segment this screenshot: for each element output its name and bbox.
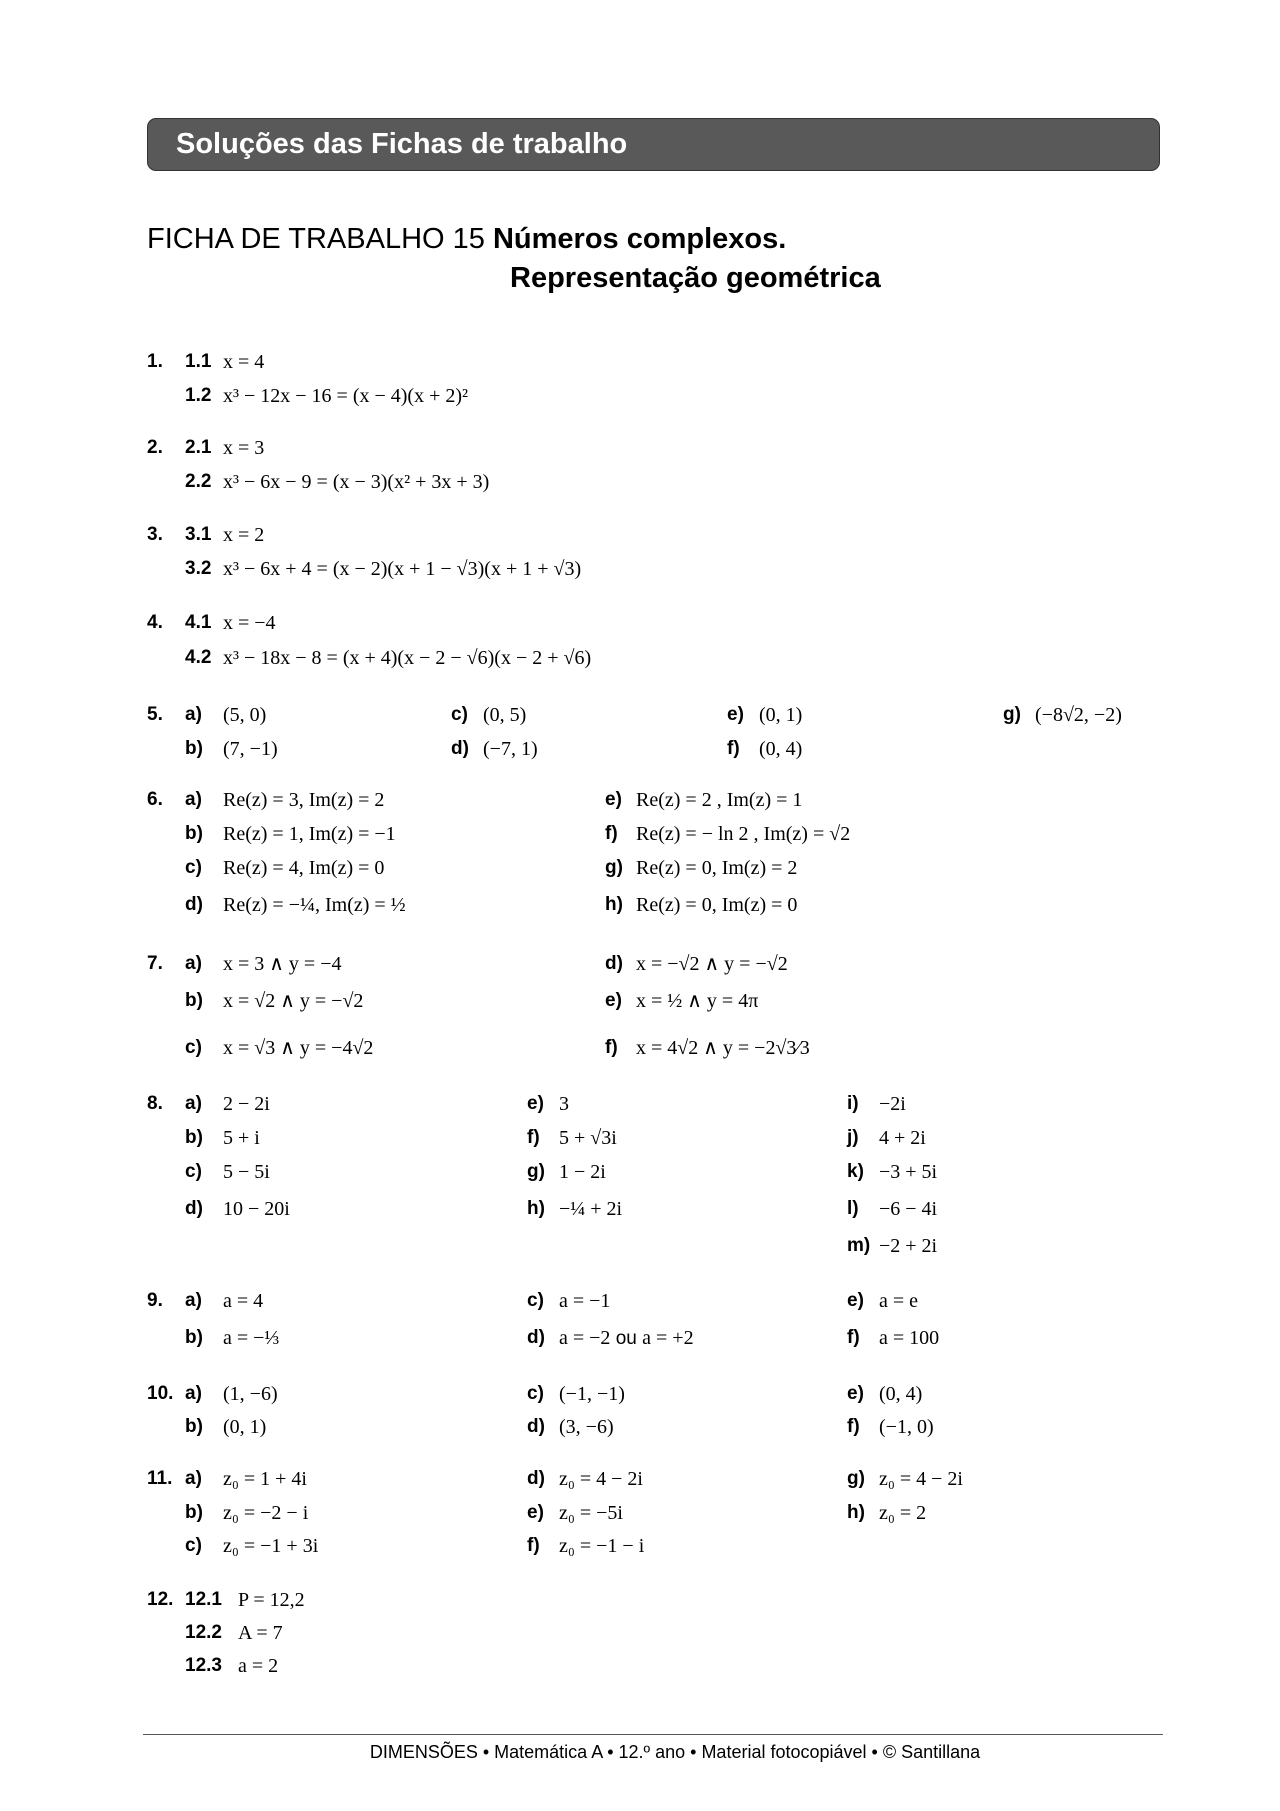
item-label: c) <box>185 1037 202 1058</box>
item-label: 12.1 <box>185 1589 222 1610</box>
exercise-number: 9. <box>147 1290 163 1311</box>
exercise-12-row-1 <box>0 1583 1280 1617</box>
item-value: (5, 0) <box>223 704 267 726</box>
exercise-10-row-1 <box>0 1377 1280 1411</box>
item-value: x³ − 18x − 8 = (x + 4)(x − 2 − √6)(x − 2 + √6) <box>223 647 592 669</box>
item-label: l) <box>847 1198 859 1219</box>
item-value: x³ − 6x − 9 = (x − 3)(x² + 3x + 3) <box>223 471 490 493</box>
exercise-11-row-3 <box>0 1529 1280 1563</box>
exercise-8-row-3 <box>0 1155 1280 1189</box>
item-label: e) <box>847 1290 864 1311</box>
ficha-lead: FICHA DE TRABALHO 15 <box>147 223 493 255</box>
item-label: f) <box>847 1327 860 1348</box>
exercise-number: 5. <box>147 704 163 725</box>
item-value: z₀ = 4 − 2i <box>879 1468 963 1490</box>
item-value: x = 3 <box>223 437 265 459</box>
item-value: x = ½ ∧ y = 4π <box>636 990 759 1012</box>
item-value: a = e <box>879 1290 919 1312</box>
item-value: z₀ = 4 − 2i <box>559 1468 643 1490</box>
item-label: 2.1 <box>185 437 212 458</box>
item-label: i) <box>847 1093 859 1114</box>
item-label: a) <box>185 953 202 974</box>
item-value: 2 − 2i <box>223 1093 270 1115</box>
item-label: a) <box>185 1468 202 1489</box>
ficha-title-line2: Representação geométrica <box>510 262 881 294</box>
item-label: k) <box>847 1161 864 1182</box>
item-value: x³ − 6x + 4 = (x − 2)(x + 1 − √3)(x + 1 + √3) <box>223 558 582 580</box>
exercise-8-row-4 <box>0 1192 1280 1226</box>
item-label: f) <box>847 1416 860 1437</box>
exercise-11-row-1 <box>0 1462 1280 1496</box>
item-label: c) <box>185 1161 202 1182</box>
exercise-8-row-1 <box>0 1087 1280 1121</box>
item-label: e) <box>527 1093 544 1114</box>
item-label: 12.2 <box>185 1622 222 1643</box>
item-label: b) <box>185 738 203 759</box>
item-label: d) <box>185 894 203 915</box>
value-part: a = +2 <box>642 1327 694 1349</box>
item-value: z₀ = −1 + 3i <box>223 1535 319 1557</box>
exercise-8-row-2 <box>0 1121 1280 1155</box>
item-value: (3, −6) <box>559 1416 614 1438</box>
item-label: f) <box>527 1127 540 1148</box>
footer-divider <box>143 1734 1163 1735</box>
item-label: e) <box>605 789 622 810</box>
item-value: −2i <box>879 1093 906 1115</box>
item-value: P = 12,2 <box>238 1589 305 1611</box>
item-value: (0, 1) <box>223 1416 267 1438</box>
exercise-number: 4. <box>147 612 163 633</box>
item-label: c) <box>185 857 202 878</box>
exercise-12-row-2 <box>0 1616 1280 1650</box>
item-value: Re(z) = − ln 2 , Im(z) = √2 <box>636 823 851 845</box>
item-label: d) <box>451 738 469 759</box>
item-value: x = 2 <box>223 524 265 546</box>
item-value: Re(z) = 3, Im(z) = 2 <box>223 789 385 811</box>
item-label: d) <box>527 1416 545 1437</box>
exercise-7-row-2 <box>0 984 1280 1018</box>
exercise-6-row-3 <box>0 851 1280 885</box>
exercise-2-row-1 <box>0 431 1280 465</box>
item-value <box>559 1321 694 1356</box>
ficha-title-line1: Números complexos. <box>492 223 787 255</box>
item-label: b) <box>185 990 203 1011</box>
item-label: h) <box>605 894 623 915</box>
item-label: a) <box>185 1290 202 1311</box>
exercise-9-row-2 <box>0 1321 1280 1355</box>
item-label: d) <box>185 1198 203 1219</box>
item-value: Re(z) = 1, Im(z) = −1 <box>223 823 396 845</box>
item-value: 5 − 5i <box>223 1161 270 1183</box>
item-label: 4.1 <box>185 612 212 633</box>
item-value: z₀ = −2 − i <box>223 1502 309 1524</box>
exercise-number: 6. <box>147 789 163 810</box>
exercise-7-row-3 <box>0 1031 1280 1065</box>
item-value: 5 + i <box>223 1127 260 1149</box>
item-value: Re(z) = −¼, Im(z) = ½ <box>223 894 406 916</box>
exercise-1-row-1 <box>0 345 1280 379</box>
connector-text: ou <box>610 1328 643 1349</box>
exercise-3-row-2 <box>0 552 1280 586</box>
exercise-number: 2. <box>147 437 163 458</box>
exercise-4-row-2 <box>0 641 1280 675</box>
exercise-number: 7. <box>147 953 163 974</box>
item-label: j) <box>847 1127 859 1148</box>
item-label: 1.2 <box>185 385 212 406</box>
ficha-title <box>147 220 881 294</box>
exercise-8-row-5 <box>0 1229 1280 1263</box>
item-value: x = 4√2 ∧ y = −2√3⁄3 <box>636 1037 810 1059</box>
item-label: d) <box>527 1327 545 1348</box>
item-value: (−8√2, −2) <box>1035 704 1122 726</box>
item-value: x = −√2 ∧ y = −√2 <box>636 953 788 975</box>
item-label: a) <box>185 1093 202 1114</box>
item-label: g) <box>527 1161 545 1182</box>
item-value: x³ − 12x − 16 = (x − 4)(x + 2)² <box>223 385 469 407</box>
item-value: 4 + 2i <box>879 1127 926 1149</box>
exercise-10-row-2 <box>0 1410 1280 1444</box>
item-value: (−1, 0) <box>879 1416 934 1438</box>
item-value: a = 4 <box>223 1290 264 1312</box>
exercise-number: 12. <box>147 1589 174 1610</box>
exercise-6-row-4 <box>0 888 1280 922</box>
item-value: z₀ = −5i <box>559 1502 623 1524</box>
item-value: −¼ + 2i <box>559 1198 623 1220</box>
item-label: b) <box>185 1416 203 1437</box>
item-value: x = √2 ∧ y = −√2 <box>223 990 364 1012</box>
item-label: d) <box>605 953 623 974</box>
item-label: c) <box>451 704 468 725</box>
item-value: (−1, −1) <box>559 1383 625 1405</box>
exercise-7-row-1 <box>0 947 1280 981</box>
item-value: 1 − 2i <box>559 1161 606 1183</box>
item-label: c) <box>527 1290 544 1311</box>
item-value: (0, 4) <box>879 1383 923 1405</box>
item-label: g) <box>1003 704 1021 725</box>
exercise-number: 10. <box>147 1383 174 1404</box>
item-value: Re(z) = 2 , Im(z) = 1 <box>636 789 803 811</box>
item-label: e) <box>527 1502 544 1523</box>
item-value: x = √3 ∧ y = −4√2 <box>223 1037 374 1059</box>
item-value: (−7, 1) <box>483 738 538 760</box>
exercise-12-row-3 <box>0 1649 1280 1683</box>
item-value: z₀ = −1 − i <box>559 1535 645 1557</box>
exercise-1-row-2 <box>0 379 1280 413</box>
item-value: −3 + 5i <box>879 1161 938 1183</box>
item-value: z₀ = 2 <box>879 1502 927 1524</box>
item-label: f) <box>605 823 618 844</box>
item-label: e) <box>727 704 744 725</box>
item-label: m) <box>847 1235 871 1256</box>
item-label: e) <box>847 1383 864 1404</box>
item-value: A = 7 <box>238 1622 283 1644</box>
item-value: (0, 5) <box>483 704 527 726</box>
item-label: 1.1 <box>185 351 212 372</box>
exercise-number: 1. <box>147 351 163 372</box>
item-label: g) <box>847 1468 865 1489</box>
item-label: 12.3 <box>185 1655 222 1676</box>
item-label: b) <box>185 823 203 844</box>
exercise-9-row-1 <box>0 1284 1280 1318</box>
item-value: z₀ = 1 + 4i <box>223 1468 307 1490</box>
item-value: x = −4 <box>223 612 276 634</box>
item-label: a) <box>185 704 202 725</box>
item-label: c) <box>527 1383 544 1404</box>
section-banner: Soluções das Fichas de trabalho <box>147 118 1160 171</box>
item-label: 4.2 <box>185 647 212 668</box>
item-value: (1, −6) <box>223 1383 278 1405</box>
exercise-3-row-1 <box>0 518 1280 552</box>
item-label: h) <box>527 1198 545 1219</box>
item-label: b) <box>185 1327 203 1348</box>
exercise-number: 8. <box>147 1093 163 1114</box>
item-value: x = 4 <box>223 351 265 373</box>
item-label: f) <box>605 1037 618 1058</box>
item-value: a = −1 <box>559 1290 611 1312</box>
item-value: 5 + √3i <box>559 1127 617 1149</box>
item-value: Re(z) = 0, Im(z) = 0 <box>636 894 798 916</box>
item-label: e) <box>605 990 622 1011</box>
item-value: −2 + 2i <box>879 1235 938 1257</box>
item-label: a) <box>185 789 202 810</box>
item-label: g) <box>605 857 623 878</box>
item-label: d) <box>527 1468 545 1489</box>
exercise-6-row-2 <box>0 817 1280 851</box>
exercise-2-row-2 <box>0 465 1280 499</box>
item-value: 3 <box>559 1093 569 1115</box>
exercise-number: 11. <box>147 1468 173 1489</box>
item-value: Re(z) = 0, Im(z) = 2 <box>636 857 798 879</box>
item-value: −6 − 4i <box>879 1198 938 1220</box>
item-value: 10 − 20i <box>223 1198 290 1220</box>
item-value: (7, −1) <box>223 738 278 760</box>
item-value: (0, 1) <box>759 704 803 726</box>
item-value: a = 100 <box>879 1327 940 1349</box>
footer-text: DIMENSÕES • Matemática A • 12.º ano • Material fotocopiável • © Santillana <box>369 1742 981 1762</box>
item-value: a = 2 <box>238 1655 279 1677</box>
value-part: a = −2 <box>559 1327 611 1349</box>
item-value: a = −⅓ <box>223 1327 280 1349</box>
item-value: Re(z) = 4, Im(z) = 0 <box>223 857 385 879</box>
item-label: b) <box>185 1127 203 1148</box>
exercise-5-row-2 <box>0 732 1280 766</box>
exercise-5-row-1 <box>0 698 1280 732</box>
item-label: f) <box>527 1535 540 1556</box>
item-label: 2.2 <box>185 471 212 492</box>
exercise-6-row-1 <box>0 783 1280 817</box>
item-value: (0, 4) <box>759 738 803 760</box>
item-label: c) <box>185 1535 202 1556</box>
item-label: b) <box>185 1502 203 1523</box>
exercise-11-row-2 <box>0 1496 1280 1530</box>
exercise-4-row-1 <box>0 606 1280 640</box>
exercise-number: 3. <box>147 524 163 545</box>
item-label: 3.1 <box>185 524 212 545</box>
item-label: 3.2 <box>185 558 212 579</box>
item-label: f) <box>727 738 740 759</box>
item-value: x = 3 ∧ y = −4 <box>223 953 342 975</box>
item-label: a) <box>185 1383 202 1404</box>
item-label: h) <box>847 1502 865 1523</box>
